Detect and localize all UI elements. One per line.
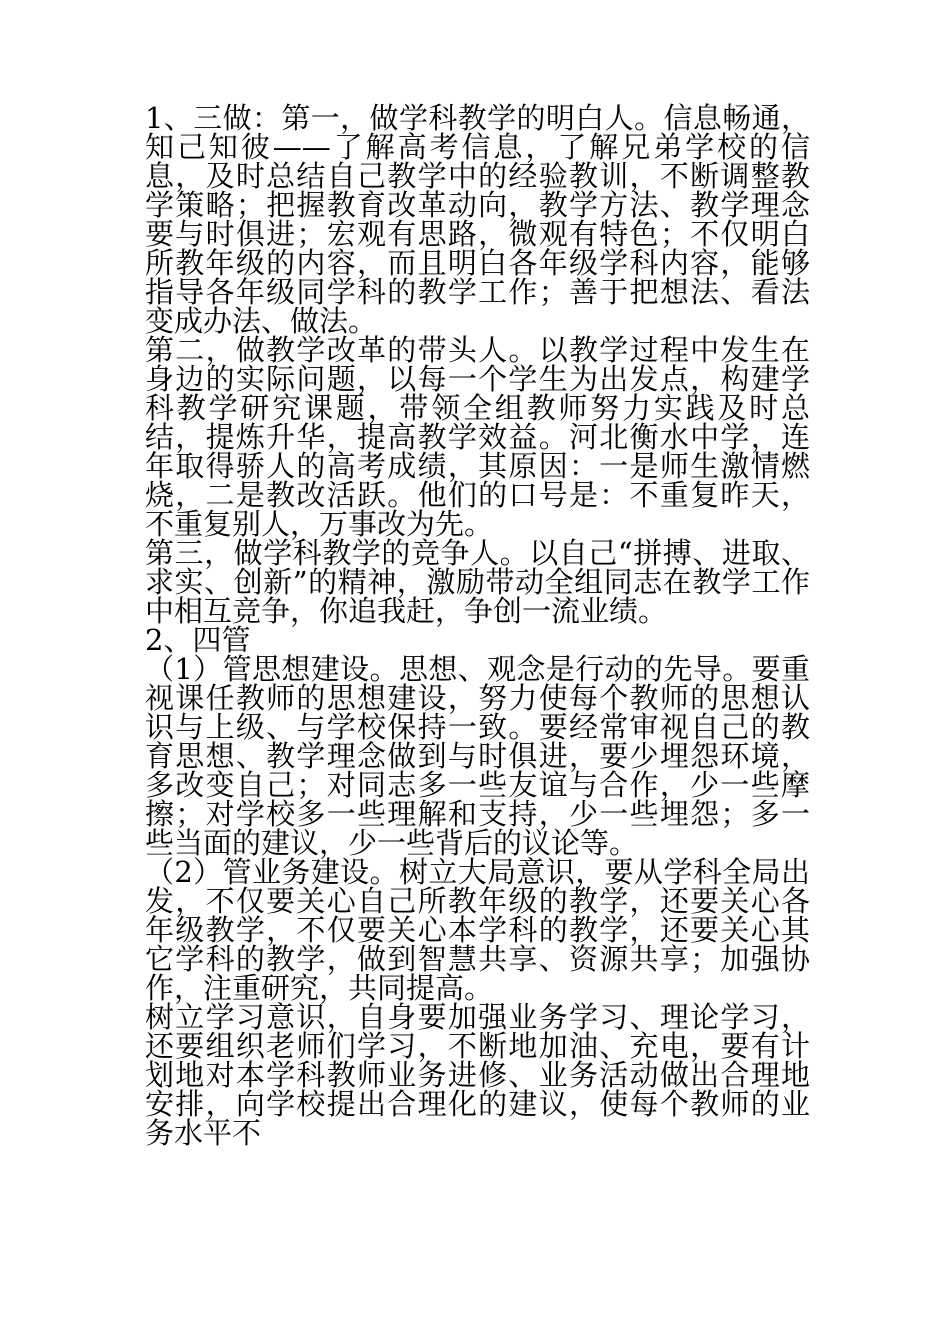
heading-four-manages: 2、四管 xyxy=(145,623,251,657)
paragraph-third-competitor: 第三，做学科教学的竞争人。以自己“拼搏、进取、求实、创新”的精神，激励带动全组同志在教学工作中相互竞争，你追我赶，争创一流业绩。 xyxy=(145,536,810,628)
paragraph-second-reform-leader: 第二，做教学改革的带头人。以教学过程中发生在身边的实际问题，以每一个学生为出发点，构建学科教学研究课题，带领全组教师努力实践及时总结，提炼升华，提高教学效益。河北衡水中学，连年取得骄人的高考成绩，其原因：一是师生激情燃烧，二是教改活跃。他们的口号是：不重复昨天，不重复别人，万事改为先。 xyxy=(145,333,810,541)
paragraph-manage-thought: （1）管思想建设。思想、观念是行动的先导。要重视课任教师的思想建设，努力使每个教师的思想认识与上级、与学校保持一致。要经常审视自己的教育思想、教学理念做到与时俱进，要少埋怨环境，多改变自己；对同志多一些友谊与合作，少一些摩擦；对学校多一些理解和支持，少一些埋怨；多一些当面的建议，少一些背后的议论等。 xyxy=(145,652,810,860)
paragraph-learning-awareness: 树立学习意识，自身要加强业务学习、理论学习，还要组织老师们学习，不断地加油、充电，要有计划地对本学科教师业务进修、业务活动做出合理地安排，向学校提出合理化的建议，使每个教师的业务水平不 xyxy=(145,1000,810,1150)
paragraph-manage-business: （2）管业务建设。树立大局意识，要从学科全局出发，不仅要关心自己所教年级的教学，还要关心各年级教学，不仅要关心本学科的教学，还要关心其它学科的教学，做到智慧共享、资源共享；加强协作，注重研究，共同提高。 xyxy=(145,855,810,1005)
document-page xyxy=(145,101,810,1150)
paragraph-three-dos-first: 1、三做：第一，做学科教学的明白人。信息畅通，知己知彼——了解高考信息，了解兄弟学校的信息，及时总结自己教学中的经验教训，不断调整教学策略；把握教育改革动向，教学方法、教学理念要与时俱进；宏观有思路，微观有特色；不仅明白所教年级的内容，而且明白各年级学科内容，能够指导各年级同学科的教学工作；善于把想法、看法变成办法、做法。 xyxy=(145,101,810,338)
